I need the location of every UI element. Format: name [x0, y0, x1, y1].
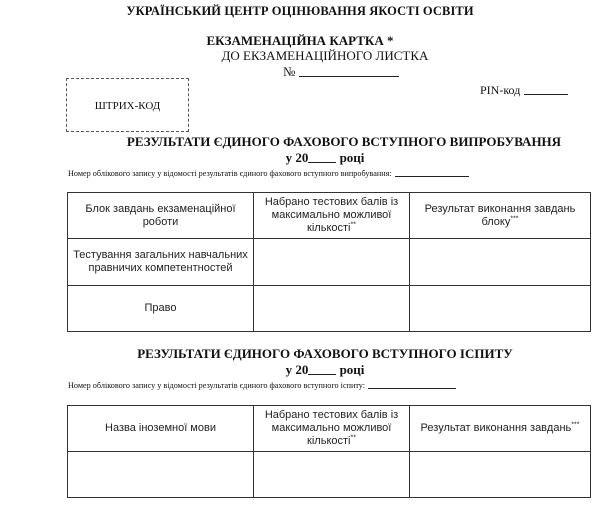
section2-record-blank	[368, 380, 456, 389]
section2-year-prefix: у 20	[285, 362, 309, 377]
footnote-mark: ***	[510, 214, 519, 222]
section1-record-blank	[395, 168, 469, 177]
block-name-text: Право	[144, 302, 177, 314]
header-scored-points-text: Набрано тестових балів із максимально можливої кількості	[264, 196, 399, 234]
section2-year-suffix: році	[336, 362, 365, 377]
header-language	[68, 406, 254, 452]
scored-points-cell[interactable]	[254, 239, 410, 286]
card-subtitle: ДО ЕКЗАМЕНАЦІЙНОГО ЛИСТКА	[221, 48, 429, 63]
block-name-cell	[68, 239, 254, 286]
header-block	[68, 193, 254, 239]
header-scored-points	[254, 193, 410, 239]
section1-record-number	[68, 168, 469, 178]
language-name-cell[interactable]	[68, 452, 254, 498]
table-row	[68, 452, 591, 498]
section1-record-label: Номер облікового запису у відомості результатів єдиного фахового вступного випробування:	[68, 169, 392, 178]
section2-year	[0, 362, 600, 378]
card-number-blank	[299, 64, 399, 77]
pin-code-blank	[524, 83, 568, 95]
section2-results-table	[67, 405, 591, 498]
section2-year-blank	[308, 363, 336, 375]
result-cell[interactable]	[410, 239, 591, 286]
pin-code-label: PIN-код	[480, 83, 521, 97]
block-name-cell	[68, 286, 254, 332]
section2-title: РЕЗУЛЬТАТИ ЄДИНОГО ФАХОВОГО ВСТУПНОГО ІСПИТУ	[137, 346, 513, 361]
section2-record-label: Номер облікового запису у відомості результатів єдиного фахового вступного іспиту:	[68, 381, 366, 390]
scored-points-cell[interactable]	[254, 286, 410, 332]
card-number-label: №	[283, 64, 296, 79]
section1-title: РЕЗУЛЬТАТИ ЄДИНОГО ФАХОВОГО ВСТУПНОГО ВИПРОБУВАННЯ	[126, 134, 562, 149]
header-block-text: Блок завдань екзаменаційної роботи	[85, 202, 236, 228]
section2-record-number	[68, 380, 456, 390]
header-result	[410, 406, 591, 452]
table-row	[68, 239, 591, 286]
header-result-text: Результат виконання завдань	[420, 422, 572, 434]
section1-results-table	[67, 192, 591, 332]
card-number-field	[283, 64, 399, 80]
organization-name: УКРАЇНСЬКИЙ ЦЕНТР ОЦІНЮВАННЯ ЯКОСТІ ОСВІТИ	[126, 4, 474, 18]
header-scored-points	[254, 406, 410, 452]
card-title: ЕКЗАМЕНАЦІЙНА КАРТКА *	[206, 33, 394, 48]
scored-points-cell[interactable]	[254, 452, 410, 498]
footnote-mark: **	[350, 434, 356, 442]
footnote-mark: **	[350, 221, 356, 229]
section1-year-prefix: у 20	[285, 150, 309, 165]
header-scored-points-text: Набрано тестових балів із максимально можливої кількості	[264, 409, 399, 447]
section1-year	[0, 150, 600, 166]
table-header-row	[68, 406, 591, 452]
header-result	[410, 193, 591, 239]
header-language-text: Назва іноземної мови	[105, 422, 216, 434]
barcode-box	[66, 78, 189, 132]
result-cell[interactable]	[410, 452, 591, 498]
table-row	[68, 286, 591, 332]
pin-code-field	[480, 83, 568, 98]
section1-year-blank	[308, 151, 336, 163]
header-result-text: Результат виконання завдань блоку	[424, 202, 576, 228]
barcode-label: ШТРИХ-КОД	[94, 100, 161, 112]
block-name-text: Тестування загальних навчальних правничих компетентностей	[73, 249, 248, 274]
table-header-row	[68, 193, 591, 239]
footnote-mark: ***	[571, 421, 580, 429]
section1-year-suffix: році	[336, 150, 365, 165]
result-cell[interactable]	[410, 286, 591, 332]
